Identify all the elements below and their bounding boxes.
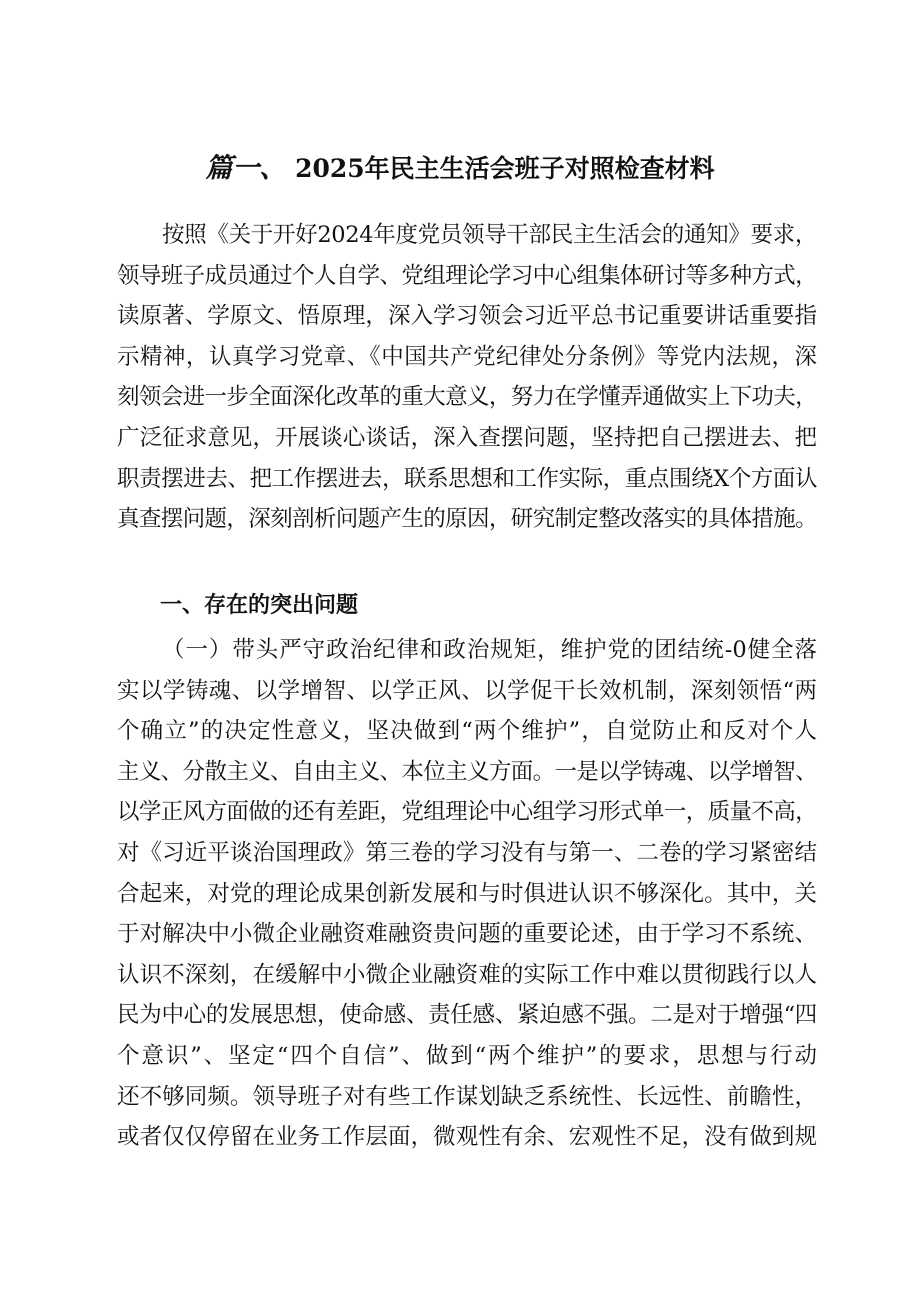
- paragraph-line: 个意识”、坚定“四个自信”、做到“两个维护”的要求，思想与行动: [117, 1042, 817, 1069]
- paragraph-line: 领导班子成员通过个人自学、党组理论学习中心组集体研讨等多种方式，: [117, 262, 817, 289]
- paragraph-line: 还不够同频。领导班子对有些工作谋划缺乏系统性、长远性、前瞻性，: [117, 1083, 817, 1110]
- paragraph-line: 实以学铸魂、以学增智、以学正风、以学促干长效机制，深刻领悟“两: [117, 677, 817, 704]
- paragraph-line: 职责摆进去、把工作摆进去，联系思想和工作实际，重点围绕X个方面认: [117, 465, 817, 492]
- title-main: 2025年民主生活会班子对照检查材料: [295, 154, 715, 183]
- paragraph-line: 个确立”的决定性意义，坚决做到“两个维护”，自觉防止和反对个人: [117, 718, 817, 745]
- paragraph-line: 广泛征求意见，开展谈心谈话，深入查摆问题，坚持把自己摆进去、把: [117, 424, 817, 451]
- paragraph-line: 于对解决中小微企业融资难融资贵问题的重要论述，由于学习不系统、: [117, 921, 817, 948]
- paragraph-line: 合起来，对党的理论成果创新发展和与时俱进认识不够深化。其中，关: [117, 880, 817, 907]
- paragraph-line: 主义、分散主义、自由主义、本位主义方面。一是以学铸魂、以学增智、: [117, 758, 817, 785]
- paragraph-line: 民为中心的发展思想，使命感、责任感、紧迫感不强。二是对于增强“四: [117, 1002, 817, 1029]
- title-prefix: 篇一、: [205, 153, 287, 184]
- paragraph-line: 认识不深刻，在缓解中小微企业融资难的实际工作中难以贯彻践行以人: [117, 961, 817, 988]
- paragraph-line: 读原著、学原文、悟原理，深入学习领会习近平总书记重要讲话重要指: [117, 303, 817, 330]
- document-title: [0, 146, 920, 185]
- paragraph-line: 以学正风方面做的还有差距，党组理论中心组学习形式单一，质量不高，: [117, 799, 817, 826]
- paragraph-line: 或者仅仅停留在业务工作层面，微观性有余、宏观性不足，没有做到规: [117, 1124, 817, 1151]
- intro-paragraph: [117, 215, 817, 540]
- paragraph-line: 对《习近平谈治国理政》第三卷的学习没有与第一、二卷的学习紧密结: [117, 839, 817, 866]
- paragraph-line: （一）带头严守政治纪律和政治规矩，维护党的团结统-0健全落: [162, 637, 817, 663]
- section-heading: 一、存在的突出问题: [160, 593, 359, 618]
- paragraph-line: 示精神，认真学习党章、《中国共产党纪律处分条例》等党内法规，深: [117, 343, 817, 370]
- paragraph-line: 真查摆问题，深刻剖析问题产生的原因，研究制定整改落实的具体措施。: [117, 506, 817, 533]
- paragraph-line: 刻领会进一步全面深化改革的重大意义，努力在学懂弄通做实上下功夫，: [117, 384, 817, 411]
- section-1-paragraph: [117, 630, 817, 1158]
- paragraph-line: 按照《关于开好2024年度党员领导干部民主生活会的通知》要求，: [162, 222, 817, 248]
